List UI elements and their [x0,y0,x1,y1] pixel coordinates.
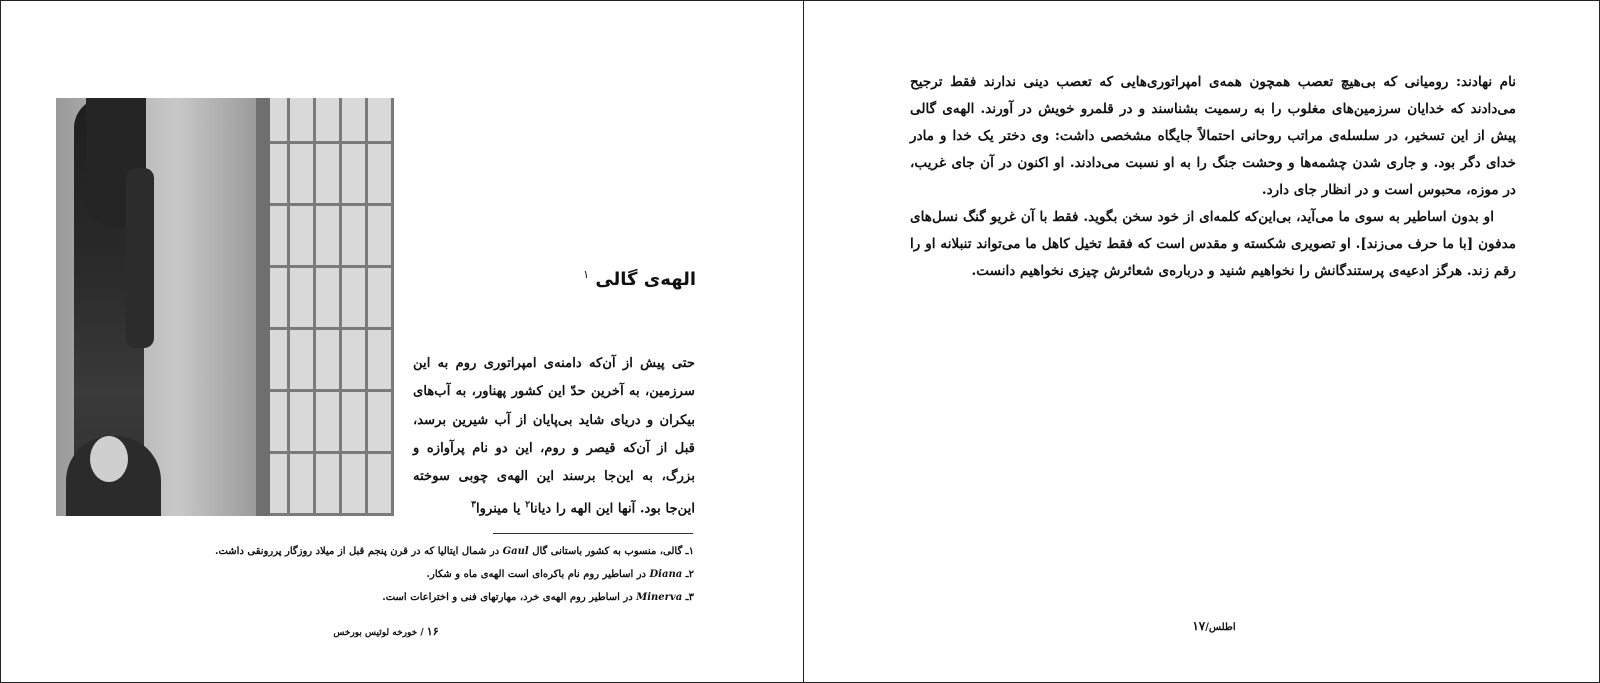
footnote-3-term: Minerva [636,592,683,603]
right-paragraph-2: او بدون اساطیر به سوی ما می‌آید، بی‌این‌که کلمه‌ای از خود سخن بگوید. فقط با آن غریو گنگ نسل‌های مدفون [با ما حرف می‌زند]. او تصویری شکسته و مقدس است که فقط تخیل کاهل ما می‌تواند تنبلانه او را رقم زند. هرگز ادعیه‌ی پرستندگانش را نخواهیم شنید و درباره‌ی شعائرش چیزی نخواهیم دانست. [910,209,1516,279]
right-folio [1174,619,1254,633]
left-page-number: ۱۶ [426,625,439,638]
footnote-2-suffix: در اساطیر روم نام باکره‌ای است الهه‌ی ماه و شکار. [426,569,650,580]
photo-window-frame [256,98,270,516]
chapter-title-note: ۱ [583,268,590,281]
footnotes [206,540,694,609]
note-ref-3: ۳ [471,500,476,511]
chapter-title-text: الهه‌ی گالی [595,269,696,290]
left-folio [331,625,441,638]
right-body-text [910,69,1516,285]
footnote-1-term: Gaul [502,546,529,557]
left-page [1,1,803,682]
left-body-text [413,350,695,524]
footnote-1-suffix: در شمال ایتالیا که در قرن پنجم قبل از میلاد روزگار پررونقی داشت. [214,546,503,557]
footnote-3-suffix: در اساطیر روم الهه‌ی خرد، مهارتهای فنی و اختراعات است. [382,592,637,603]
chapter-title [506,268,696,290]
note-ref-2: ۲ [525,500,531,511]
right-paragraph-1: نام نهادند: رومیانی که بی‌هیچ تعصب همچون همه‌ی امپراتوری‌هایی که تعصب دینی ندارند فقط ترجیح می‌دادند که خدایان سرزمین‌های مغلوب را به رسمیت بشناسند و در قلمرو خویش در آورند. الهه‌ی گالی پیش از این تسخیر، در سلسله‌ی مراتب روحانی احتمالاً جایگاه مشخصی داشت: وی دختر یک خدا و مادر خدای دگر بود. و جاری شدن چشمه‌ها و وحشت جنگ را به او نسبت می‌دادند. او اکنون در آن جای غریب، در موزه، محبوس است و در انظار جای دارد. [910,74,1516,198]
statue-arm [126,168,154,348]
footnote-2-prefix: ۲ـ [682,569,694,580]
man-head [90,436,128,482]
statue-photo [56,98,394,516]
footnote-1-prefix: ۱ـ گالی، منسوب به کشور باستانی گال [528,546,694,557]
footnote-3 [206,586,694,609]
footnote-2 [206,563,694,586]
right-page-number: ۱۷ [1192,619,1206,633]
right-running-head: اطلس/ [1205,622,1236,633]
footnote-1 [206,540,694,563]
footnote-2-term: Diana [649,569,683,580]
left-body-main: حتی پیش از آن‌که دامنه‌ی امپراتوری روم به این سرزمین، به آخرین حدّ این کشور پهناور، به آب‌های بیکران و دریای شاید بی‌پایان از آب شیرین برسد، قبل از آن‌که قیصر و روم، این دو نام پرآوازه و بزرگ، به این‌جا برسند این الهه‌ی چوبی سوخته این‌جا بود. آنها این الهه را دیانا [413,356,695,517]
footnote-3-prefix: ۳ـ [682,592,694,603]
footnote-rule [493,533,693,534]
left-body-mid: یا مینروا [475,501,526,517]
photo-window [261,98,394,516]
right-page [804,1,1599,682]
left-running-head: / خورخه لوئیس بورخس [333,628,427,638]
